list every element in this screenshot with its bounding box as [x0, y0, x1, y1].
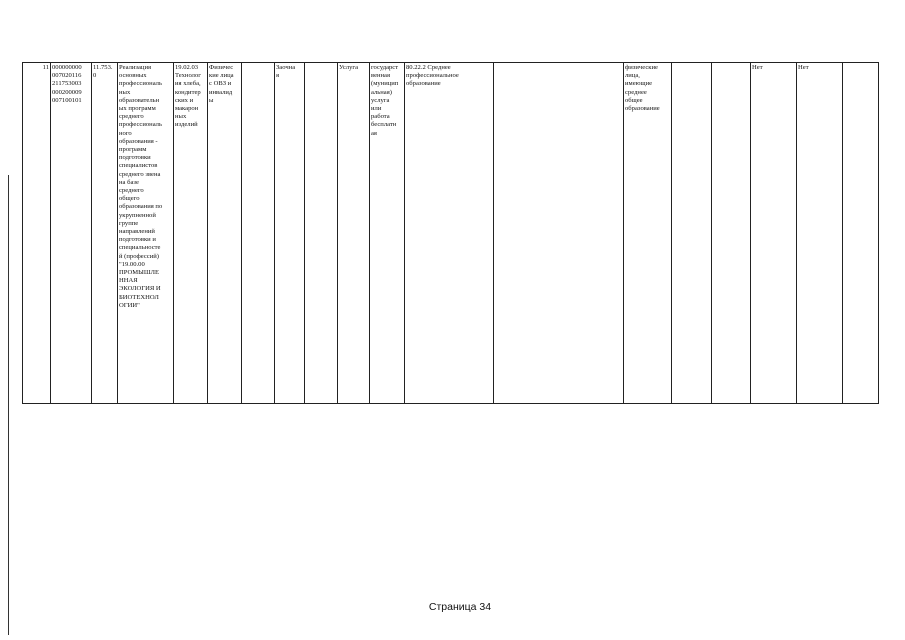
page-footer — [0, 601, 905, 613]
service-type: Услуга — [338, 63, 370, 404]
service-name: Реализация основных профессиональ ных образовательн ых программ среднего профессиональ ного образования - программ подготовки специалистов среднего звена на базе среднего общего образования по укрупненной группе направлений подготовки и специальносте й (профессий) "19.00.00 ПРОМЫШЛЕ ННАЯ ЭКОЛОГИЯ И БИОТЕХНОЛ ОГИИ" — [118, 63, 174, 404]
empty-cell — [494, 63, 624, 404]
consumers: физические лица, имеющие среднее общее образование — [624, 63, 672, 404]
page-number-label: Страница 34 — [428, 601, 492, 613]
empty-cell — [305, 63, 338, 404]
short-code: 11.753. 0 — [92, 63, 118, 404]
okved-code: 80.22.2 Среднее профессиональное образование — [405, 63, 494, 404]
study-form: Заочна я — [275, 63, 305, 404]
specialty: 19.02.03 Технолог ия хлеба, кондитер ских и макарон ных изделий — [174, 63, 208, 404]
empty-cell — [843, 63, 879, 404]
table-row — [23, 63, 879, 404]
empty-cell — [672, 63, 712, 404]
consumer-category: Физичес кие лица с ОВЗ и инвалид ы — [208, 63, 242, 404]
flag-no-2: Нет — [797, 63, 843, 404]
row-number: 11 — [23, 63, 51, 404]
service-status: государст венная (муницип альная) услуга или работа бесплатн ая — [370, 63, 405, 404]
empty-cell — [712, 63, 751, 404]
flag-no-1: Нет — [751, 63, 797, 404]
registry-code: 000000000 007020116 211753003 000200009 007100101 — [51, 63, 92, 404]
registry-table — [22, 62, 879, 404]
scan-edge-line — [8, 175, 9, 635]
empty-cell — [242, 63, 275, 404]
